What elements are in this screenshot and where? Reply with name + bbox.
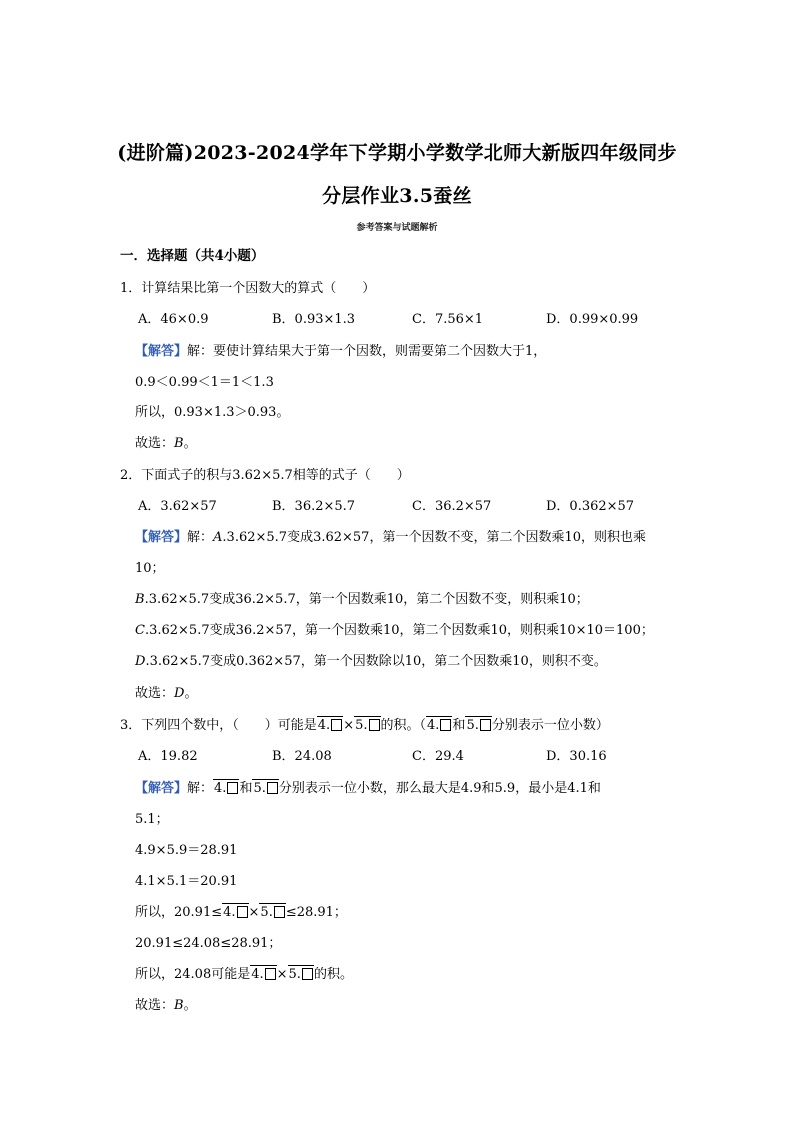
blank-digit-box [480,719,491,731]
question-2-stem: 2．下面式子的积与3.62×5.7相等的式子（ ） [120,468,410,483]
blank-digit-box [227,782,238,794]
decimal-4-box: 4. [317,716,343,733]
blank-digit-box [265,968,276,980]
question-2-option-c: C．36.2×57 [412,499,492,514]
question-2-option-a: A．3.62×57 [138,499,217,514]
decimal-5-box: 5. [465,716,491,733]
document-title-line-2: 分层作业3.5蚕丝 [322,185,472,207]
question-3-solution-line-1: 【解答】解：4. 和5. 分别表示一位小数，那么最大是4.9和5.9，最小是4.1和 [135,781,601,796]
blank-digit-box [274,906,285,918]
blank-digit-box [267,782,278,794]
question-2-option-b: B．36.2×5.7 [272,499,356,514]
blank-digit-box [369,719,380,731]
question-2-option-d: D．0.362×57 [546,499,635,514]
question-3-answer: 故选：B。 [135,998,197,1013]
question-3-solution-line-4: 所以，20.91≤4. ×5. ≤28.91； [135,905,347,920]
question-3-option-a: A．19.82 [138,749,198,764]
question-2-solution-line-3: C.3.62×5.7变成36.2×57，第一个因数乘10，第二个因数乘10，则积乘10×10＝100； [135,623,654,638]
question-2-solution-line-2: B.3.62×5.7变成36.2×5.7，第一个因数乘10，第二个因数不变，则积乘10； [135,592,589,607]
question-1-option-d: D．0.99×0.99 [546,312,639,327]
question-1-solution-line-2: 0.9＜0.99＜1＝1＜1.3 [135,375,274,390]
question-1-option-c: C．7.56×1 [412,312,484,327]
question-1-option-a: A．46×0.9 [138,312,209,327]
question-3-solution-line-1b: 5.1； [135,812,169,827]
solution-tag: 【解答】 [135,530,188,545]
decimal-5-box: 5. [354,716,380,733]
question-2-solution-line-1b: 10； [135,561,165,576]
question-3-option-d: D．30.16 [546,749,607,764]
question-1-answer: 故选：B。 [135,436,197,451]
question-3-stem: 3．下列四个数中，（ ）可能是4. ×5. 的积。（4. 和5. 分别表示一位小数） [120,718,609,733]
question-2-answer: 故选：D。 [135,686,198,701]
solution-tag: 【解答】 [135,781,188,796]
answer-key-subtitle: 参考答案与试题解析 [356,223,438,233]
question-3-option-c: C．29.4 [412,749,464,764]
decimal-4-box: 4. [426,716,452,733]
question-3-solution-line-5: 20.91≤24.08≤28.91； [135,936,282,951]
question-1-option-b: B．0.93×1.3 [272,312,356,327]
document-title-line-1: (进阶篇)2023-2024学年下学期小学数学北师大新版四年级同步 [117,142,677,164]
blank-digit-box [440,719,451,731]
question-3-solution-line-6: 所以，24.08可能是4. ×5. 的积。 [135,967,353,982]
question-1-stem: 1．计算结果比第一个因数大的算式（ ） [120,281,376,296]
blank-digit-box [237,906,248,918]
solution-tag: 【解答】 [135,344,188,359]
question-2-solution-line-4: D.3.62×5.7变成0.362×57，第一个因数除以10，第二个因数乘10，则积不变。 [135,654,607,669]
question-3-option-b: B．24.08 [272,749,332,764]
blank-digit-box [331,719,342,731]
section-heading: 一．选择题（共4小题） [120,248,265,264]
question-1-solution-line-3: 所以，0.93×1.3＞0.93。 [135,405,290,420]
blank-digit-box [302,968,313,980]
question-3-solution-line-2: 4.9×5.9＝28.91 [135,843,238,858]
question-1-solution-line-1: 【解答】解：要使计算结果大于第一个因数，则需要第二个因数大于1， [135,344,547,359]
question-3-solution-line-3: 4.1×5.1＝20.91 [135,874,238,889]
question-2-solution-line-1: 【解答】解：A.3.62×5.7变成3.62×57，第一个因数不变，第二个因数乘10，则积也乘 [135,530,646,545]
